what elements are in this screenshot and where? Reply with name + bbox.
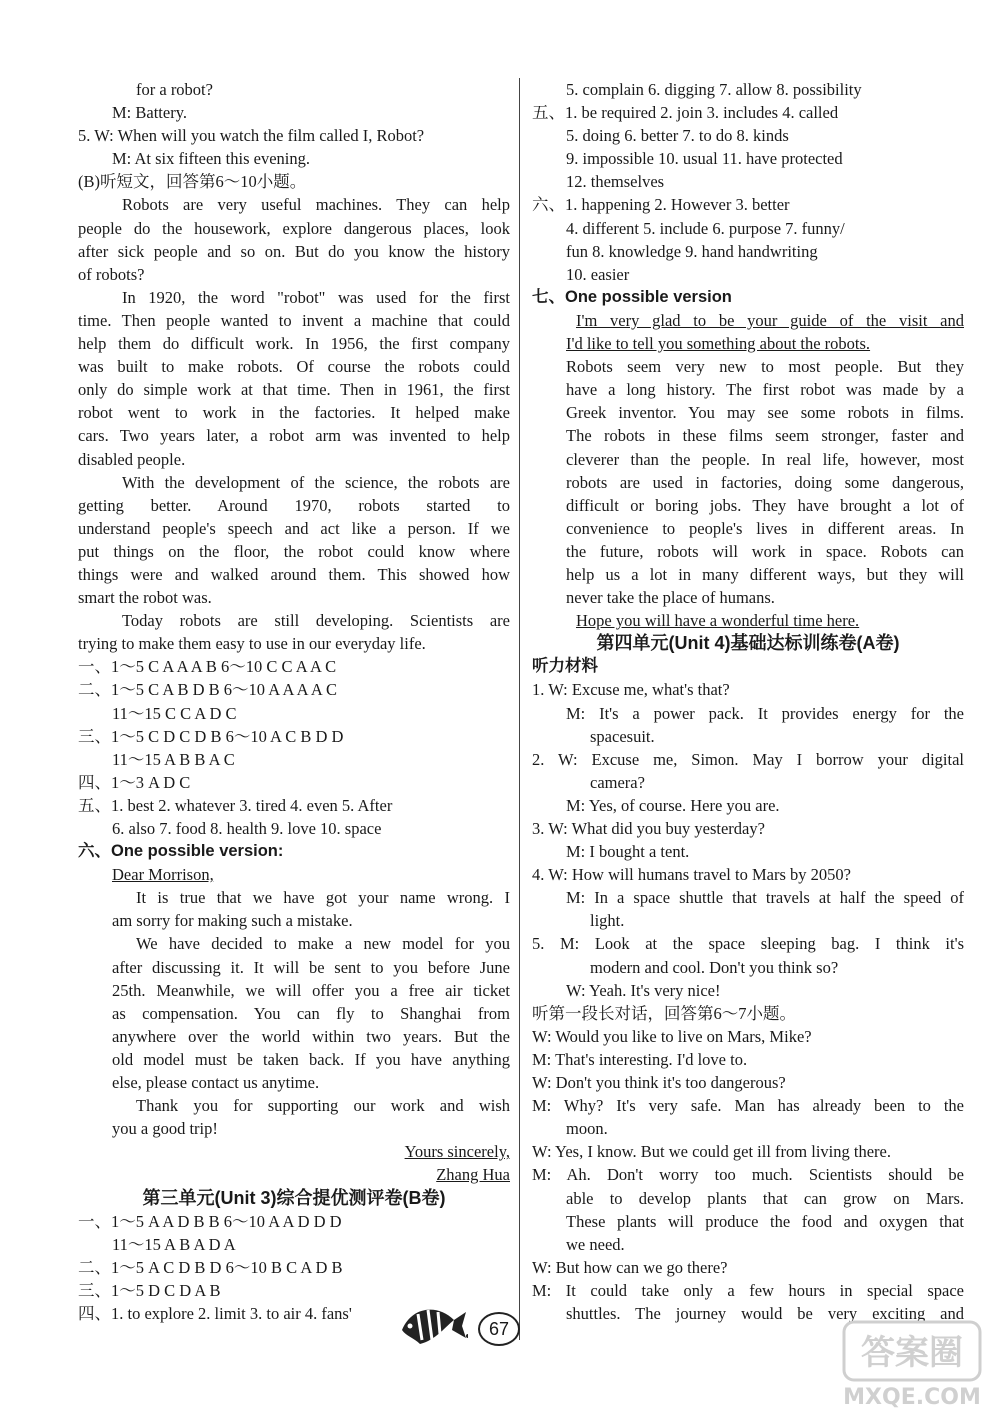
text-line: convenience to people's lives in different areas. In xyxy=(566,518,964,538)
text-line: (B)听短文，回答第6～10小题。 xyxy=(78,172,307,192)
text-line: 六、One possible version: xyxy=(78,842,284,861)
text-line: moon. xyxy=(566,1119,608,1139)
text-line: 第四单元(Unit 4)基础达标训练卷(A卷) xyxy=(596,633,900,654)
text-line: as compensation. You can fly to Shanghai from xyxy=(112,1003,510,1023)
text-line: 5. W: When will you watch the film called I, Robot? xyxy=(78,126,425,146)
svg-text:MXQE.COM: MXQE.COM xyxy=(843,1385,981,1410)
text-line: able to develop plants that can grow on Mars. xyxy=(566,1188,964,1208)
text-line: help them do difficult work. In 1956, the first company xyxy=(78,334,510,354)
text-line: 二、1～5 C A B D B 6～10 A A A A C xyxy=(78,680,338,700)
text-line: 一、1～5 A A D B B 6～10 A A D D D xyxy=(78,1211,342,1231)
text-line: Robots are very useful machines. They can help xyxy=(122,195,510,215)
text-line: disabled people. xyxy=(78,449,186,469)
column-divider xyxy=(519,78,520,1340)
text-line: robot went to work in the factories. It helped make xyxy=(78,403,510,423)
text-line: help us a lot in many different ways, but they will xyxy=(566,564,964,584)
text-line: 听第一段长对话，回答第6～7小题。 xyxy=(532,1003,796,1023)
text-line: am sorry for making such a mistake. xyxy=(112,911,353,931)
text-line: 9. impossible 10. usual 11. have protected xyxy=(566,149,843,169)
text-line: 5. M: Look at the space sleeping bag. I think it's xyxy=(532,934,964,954)
text-line: 六、1. happening 2. However 3. better xyxy=(532,195,790,215)
text-line: of robots? xyxy=(78,264,145,284)
text-line: It is true that we have got your name wrong. I xyxy=(136,888,510,908)
text-line: shuttles. The journey would be very exciting and xyxy=(566,1303,964,1323)
text-line: M: Why? It's very safe. Man has already been to the xyxy=(532,1096,964,1116)
text-line: W: Don't you think it's too dangerous? xyxy=(532,1073,786,1093)
text-line: Robots seem very new to most people. But they xyxy=(566,357,964,377)
text-line: M: Battery. xyxy=(112,103,187,123)
text-line: 一、1～5 C A A A B 6～10 C C A A C xyxy=(78,657,337,677)
text-line: The robots in these films seem stronger, faster and xyxy=(566,426,964,446)
text-line: put things on the floor, the robot could know where xyxy=(78,541,510,561)
text-line: M: That's interesting. I'd love to. xyxy=(532,1049,748,1069)
text-line: M: At six fifteen this evening. xyxy=(112,149,310,169)
text-line: 4. W: How will humans travel to Mars by 2050? xyxy=(532,865,851,885)
watermark-logo-icon xyxy=(842,1320,982,1410)
text-line: 七、One possible version xyxy=(532,287,732,306)
text-line: only do simple work at that time. Then in 1961, the first xyxy=(78,380,510,400)
text-line: Zhang Hua xyxy=(436,1165,510,1185)
text-line: robots are used in factories, doing some dangerous, xyxy=(566,472,964,492)
text-line: the future, robots will work in space. Robots can xyxy=(566,541,964,561)
text-line: M: In a space shuttle that travels at half the speed of xyxy=(566,888,964,908)
text-line: Yours sincerely, xyxy=(404,1142,510,1162)
text-line: else, please contact us anytime. xyxy=(112,1073,320,1093)
text-line: 三、1～5 D C D A B xyxy=(78,1280,221,1300)
text-line: people do the housework, explore dangerous places, look xyxy=(78,218,510,238)
text-line: cleverer than the people. In real life, however, most xyxy=(566,449,964,469)
text-line: M: It could take only a few hours in special space xyxy=(532,1280,964,1300)
text-line: 10. easier xyxy=(566,264,630,284)
text-line: 6. also 7. food 8. health 9. love 10. space xyxy=(112,819,382,838)
text-line: never take the place of humans. xyxy=(566,588,775,608)
text-line: 五、1. best 2. whatever 3. tired 4. even 5. After xyxy=(78,795,393,815)
text-line: 5. complain 6. digging 7. allow 8. possibility xyxy=(566,80,862,99)
svg-text:答案圈: 答案圈 xyxy=(861,1333,963,1373)
text-line: With the development of the science, the robots are xyxy=(122,472,510,492)
text-line: W: But how can we go there? xyxy=(532,1257,728,1277)
text-line: camera? xyxy=(590,772,645,792)
text-line: Thank you for supporting our work and wish xyxy=(136,1096,510,1116)
text-line: M: It's a power pack. It provides energy for the xyxy=(566,703,964,723)
text-line: was built to make robots. Of course the robots could xyxy=(78,357,510,377)
text-line: 1. W: Excuse me, what's that? xyxy=(532,680,730,700)
text-line: 四、1～3 A D C xyxy=(78,772,191,792)
text-line: These plants will produce the food and oxygen that xyxy=(566,1211,964,1231)
text-line: cars. Two years later, a robot arm was invented to help xyxy=(78,426,510,446)
text-line: Greek inventor. You may see some robots in films. xyxy=(566,403,964,423)
text-line: difficult or boring jobs. They have brought a lot of xyxy=(566,495,964,515)
text-line: W: Yes, I know. But we could get ill from living there. xyxy=(532,1142,891,1162)
text-line: smart the robot was. xyxy=(78,588,212,608)
text-line: I'm very glad to be your guide of the visit and xyxy=(576,310,964,330)
text-line: modern and cool. Don't you think so? xyxy=(590,957,839,977)
text-line: M: Ah. Don't worry too much. Scientists should be xyxy=(532,1165,964,1185)
text-line: getting better. Around 1970, robots started to xyxy=(78,495,510,515)
text-line: M: I bought a tent. xyxy=(566,842,690,862)
text-line: light. xyxy=(590,911,625,931)
text-line: 3. W: What did you buy yesterday? xyxy=(532,819,765,838)
text-line: 五、1. be required 2. join 3. includes 4. called xyxy=(532,103,839,123)
text-line: 四、1. to explore 2. limit 3. to air 4. fans' xyxy=(78,1303,352,1323)
text-line: 5. doing 6. better 7. to do 8. kinds xyxy=(566,126,789,146)
text-line: 2. W: Excuse me, Simon. May I borrow your digital xyxy=(532,749,964,769)
text-line: after sick people and so on. But do you know the history xyxy=(78,241,510,261)
text-line: Dear Morrison, xyxy=(112,865,214,885)
text-line: I'd like to tell you something about the robots. xyxy=(566,334,871,354)
text-line: 4. different 5. include 6. purpose 7. funny/ xyxy=(566,218,845,238)
text-line: 第三单元(Unit 3)综合提优测评卷(B卷) xyxy=(142,1187,446,1208)
text-line: after discussing it. It will be sent to you before June xyxy=(112,957,510,977)
text-line: 11～15 C C A D C xyxy=(112,703,237,723)
text-line: 11～15 A B A D A xyxy=(112,1234,236,1254)
text-line: Hope you will have a wonderful time here. xyxy=(576,611,860,631)
text-line: Today robots are still developing. Scientists are xyxy=(122,611,510,631)
text-line: understand people's speech and act like a person. If we xyxy=(78,518,510,538)
text-line: trying to make them easy to use in our everyday life. xyxy=(78,634,426,654)
text-line: old model must be taken back. If you have anything xyxy=(112,1049,510,1069)
text-line: 听力材料 xyxy=(532,657,598,676)
text-line: things were and walked around them. This showed how xyxy=(78,564,510,584)
text-line: you a good trip! xyxy=(112,1119,218,1139)
right-column xyxy=(532,78,964,1325)
text-line: W: Yeah. It's very nice! xyxy=(566,980,721,1000)
text-line: 二、1～5 A C D B D 6～10 B C A D B xyxy=(78,1257,343,1277)
text-line: we need. xyxy=(566,1234,625,1254)
text-line: 12. themselves xyxy=(566,172,665,192)
text-line: fun 8. knowledge 9. hand handwriting xyxy=(566,241,818,261)
text-line: We have decided to make a new model for you xyxy=(136,934,510,954)
text-line: have a long history. The first robot was made by a xyxy=(566,380,964,400)
text-line: 11～15 A B B A C xyxy=(112,749,235,769)
text-line: In 1920, the word "robot" was used for the first xyxy=(122,287,510,307)
text-line: spacesuit. xyxy=(590,726,655,746)
text-line: M: Yes, of course. Here you are. xyxy=(566,795,780,815)
left-column xyxy=(78,78,510,1325)
text-line: time. Then people wanted to invent a machine that could xyxy=(78,310,510,330)
text-line: 三、1～5 C D C D B 6～10 A C B D D xyxy=(78,726,344,746)
text-line: anywhere over the world within two years. But the xyxy=(112,1026,510,1046)
text-line: 25th. Meanwhile, we will offer you a free air ticket xyxy=(112,980,510,1000)
text-line: for a robot? xyxy=(136,80,213,99)
fish-logo-icon xyxy=(398,1300,468,1348)
text-line: W: Would you like to live on Mars, Mike? xyxy=(532,1026,812,1046)
page-number: 67 xyxy=(478,1312,520,1346)
